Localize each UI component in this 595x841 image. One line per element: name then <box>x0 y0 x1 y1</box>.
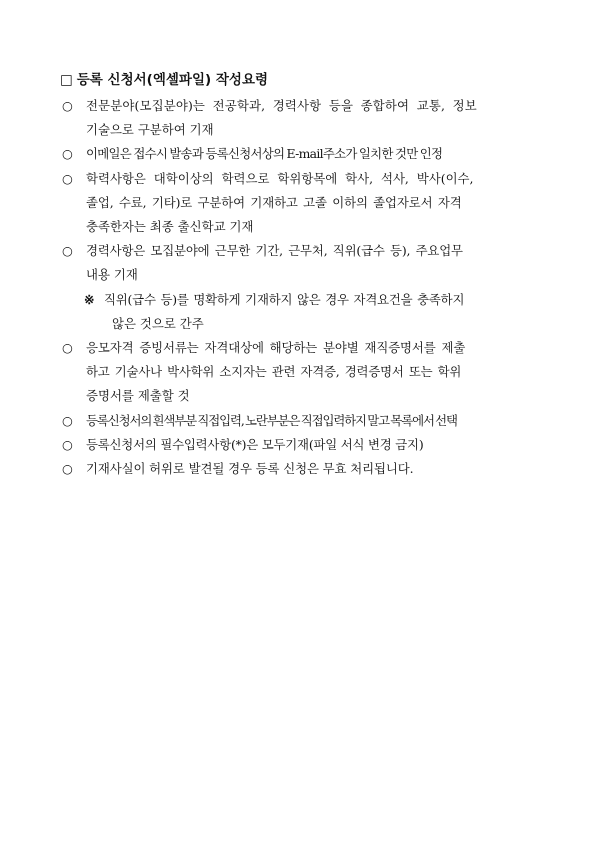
list-item <box>62 94 552 142</box>
reference-mark-icon: ※ <box>84 291 95 307</box>
item-line: 기재사실이 허위로 발견될 경우 등록 신청은 무효 처리됩니다. <box>86 461 414 477</box>
circle-bullet-icon: ○ <box>62 461 73 477</box>
item-line: 등록신청서의 흰색부분 직접입력, 노란부분은 직접입력하지 말고 목록에서 선택 <box>86 412 457 428</box>
item-line: 기술으로 구분하여 기재 <box>86 122 214 138</box>
note-line: 않은 것으로 간주 <box>112 315 204 331</box>
item-line: 경력사항은 모집분야에 근무한 기간, 근무처, 직위(급수 등), 주요업무 <box>86 243 463 259</box>
item-line: 증명서를 제출할 것 <box>86 388 190 404</box>
list-item <box>62 433 552 457</box>
item-line: 충족한자는 최종 출신학교 기재 <box>86 219 254 235</box>
circle-bullet-icon: ○ <box>62 170 73 186</box>
circle-bullet-icon: ○ <box>62 436 73 452</box>
note-line: 직위(급수 등)를 명확하게 기재하지 않은 경우 자격요건을 충족하지 <box>104 291 465 307</box>
section-heading <box>60 68 268 88</box>
item-line: 하고 기술사나 박사학위 소지자는 관련 자격증, 경력증명서 또는 학위 <box>86 364 462 380</box>
list-item <box>62 457 552 481</box>
list-item <box>62 239 552 287</box>
circle-bullet-icon: ○ <box>62 340 73 356</box>
section-title: 등록 신청서(엑셀파일) 작성요령 <box>76 72 269 88</box>
list-item <box>62 409 552 433</box>
list-item <box>62 167 552 240</box>
item-line: 전문분야(모집분야)는 전공학과, 경력사항 등을 종합하여 교통, 정보 <box>86 98 477 113</box>
item-line: 학력사항은 대학이상의 학력으로 학위항목에 학사, 석사, 박사(이수, <box>86 170 474 186</box>
circle-bullet-icon: ○ <box>62 146 73 162</box>
circle-bullet-icon: ○ <box>62 412 73 428</box>
checkbox-square-icon: □ <box>60 72 73 88</box>
item-line: 이메일은 접수시 발송과 등록신청서상의 E-mail주소가 일치한 것만 인정 <box>86 146 443 162</box>
item-line: 등록신청서의 필수입력사항(*)은 모두기재(파일 서식 변경 금지) <box>86 436 424 452</box>
item-line: 응모자격 증빙서류는 자격대상에 해당하는 분야별 재직증명서를 제출 <box>86 340 466 356</box>
list-item <box>62 336 552 409</box>
circle-bullet-icon: ○ <box>62 243 73 259</box>
item-line: 내용 기재 <box>86 267 138 283</box>
list-item <box>62 142 552 166</box>
note-item <box>62 288 552 336</box>
item-line: 졸업, 수료, 기타)로 구분하여 기재하고 고졸 이하의 졸업자로서 자격 <box>86 194 462 210</box>
circle-bullet-icon: ○ <box>62 98 73 113</box>
instruction-list <box>62 94 552 481</box>
